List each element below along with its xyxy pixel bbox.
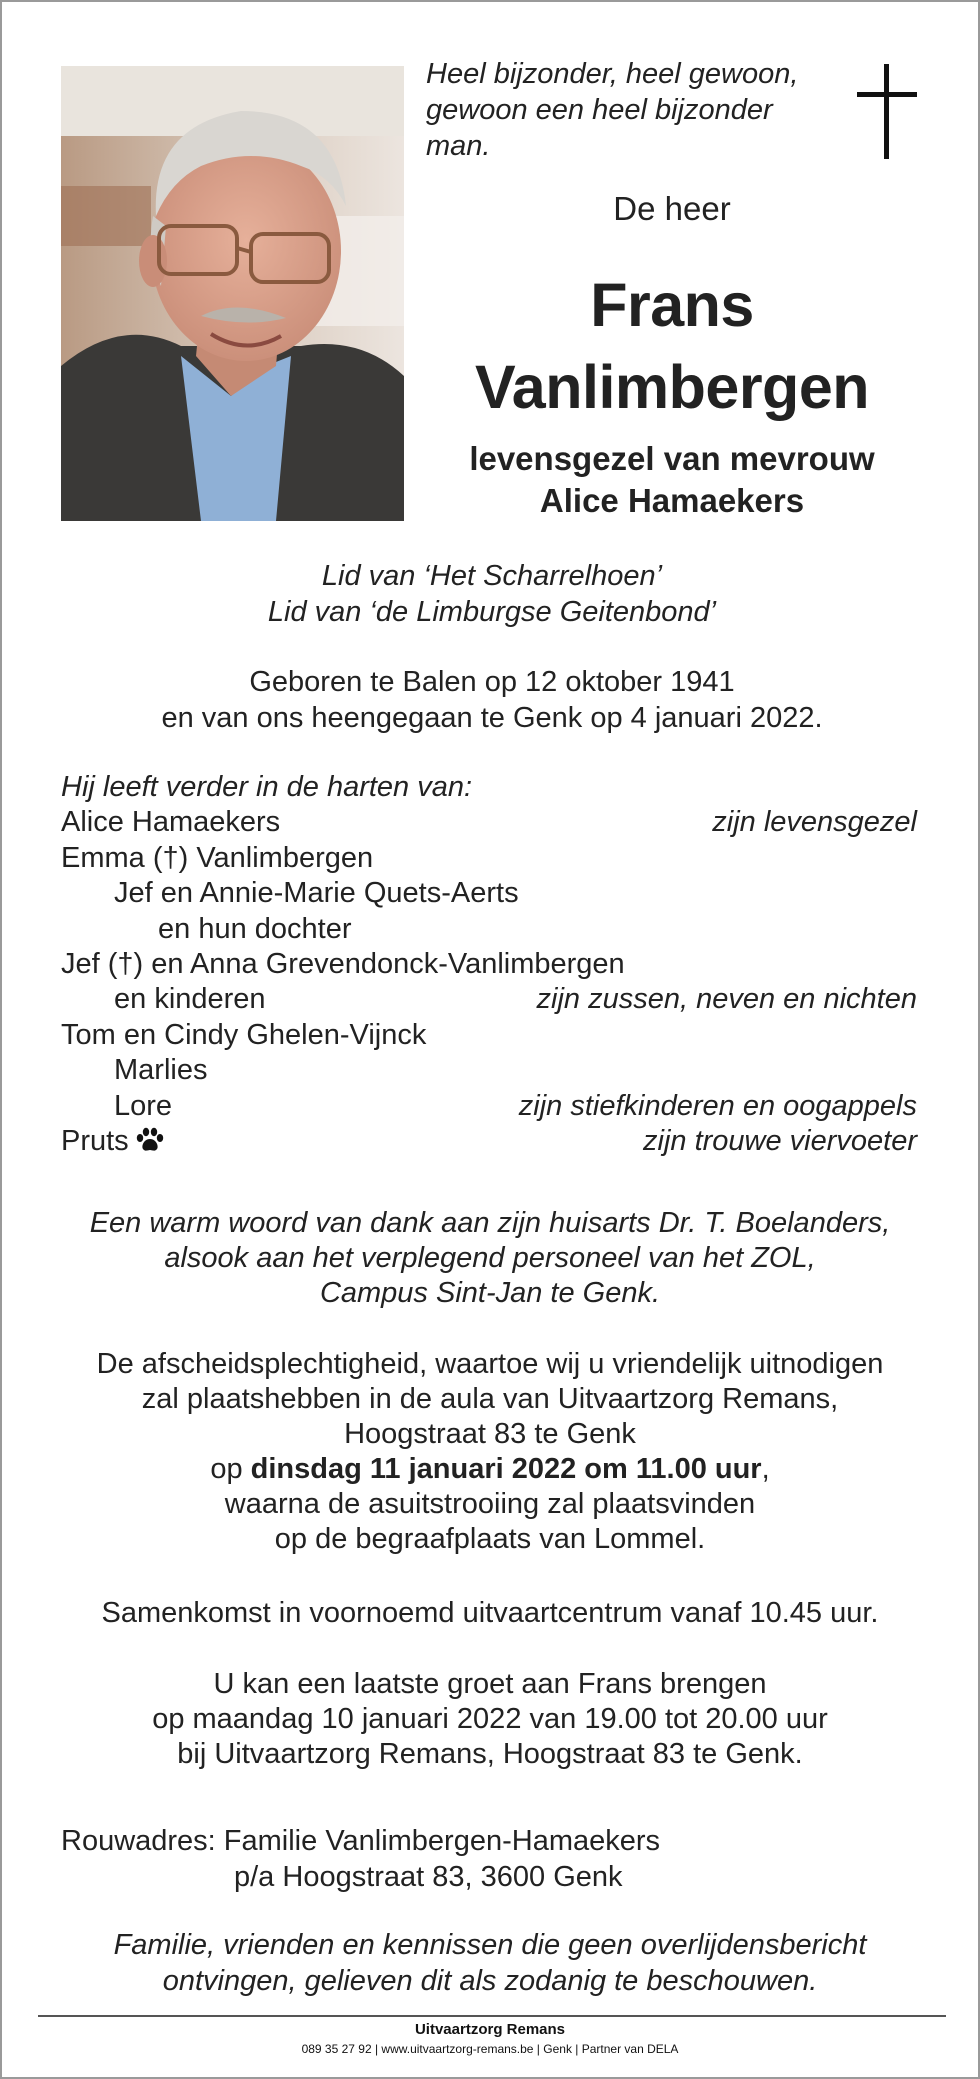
- address-line: Rouwadres: Familie Vanlimbergen-Hamaekers: [61, 1825, 661, 1857]
- family-relation: zijn zussen, neven en nichten: [536, 983, 917, 1016]
- family-name: Alice Hamaekers: [61, 806, 281, 839]
- memberships: [2, 558, 980, 630]
- thanks-message: [2, 1206, 978, 1311]
- ceremony-date-line: [2, 1452, 978, 1487]
- membership-item: Lid van ‘de Limburgse Geitenbond’: [267, 596, 717, 628]
- mourning-address: [61, 1823, 660, 1895]
- family-relation: zijn levensgezel: [712, 806, 917, 839]
- membership-item: Lid van ‘Het Scharrelhoen’: [321, 560, 663, 592]
- family-name: en hun dochter: [158, 912, 352, 945]
- visit-line: op maandag 10 januari 2022 van 19.00 tot 20.00 uur: [152, 1703, 828, 1735]
- first-name: Frans: [590, 271, 754, 339]
- ceremony-line: zal plaatshebben in de aula van Uitvaartzorg Remans,: [141, 1383, 839, 1415]
- family-name: Pruts: [61, 1124, 129, 1157]
- motto-line: man.: [426, 130, 491, 162]
- portrait-photo: [61, 66, 404, 521]
- family-intro: Hij leeft verder in de harten van:: [61, 771, 473, 803]
- motto: [426, 56, 846, 164]
- deceased-name: [409, 264, 935, 428]
- visit-line: bij Uitvaartzorg Remans, Hoogstraat 83 te Genk.: [177, 1738, 803, 1770]
- funeral-home-name: Uitvaartzorg Remans: [414, 2021, 566, 2038]
- family-row: [61, 982, 917, 1017]
- partner-line: [409, 438, 935, 522]
- visitation-info: [2, 1667, 978, 1772]
- death-line: en van ons heengegaan te Genk op 4 januari 2022.: [161, 702, 823, 734]
- closing-line: ontvingen, gelieven dit als zodanig te beschouwen.: [162, 1965, 818, 1997]
- family-row: [61, 1018, 917, 1053]
- footer-divider: [38, 2015, 946, 2017]
- family-row: [61, 805, 917, 840]
- family-relation: zijn stiefkinderen en oogappels: [518, 1089, 917, 1122]
- birth-line: Geboren te Balen op 12 oktober 1941: [249, 666, 735, 698]
- ceremony-line: Hoogstraat 83 te Genk: [344, 1418, 636, 1450]
- ceremony-info: [2, 1347, 978, 1557]
- closing-note: [2, 1927, 978, 1999]
- partner-name: Alice Hamaekers: [539, 482, 805, 519]
- last-name: Vanlimbergen: [474, 353, 869, 421]
- motto-line: Heel bijzonder, heel gewoon,: [426, 58, 799, 90]
- address-line: p/a Hoogstraat 83, 3600 Genk: [234, 1861, 623, 1893]
- ceremony-date-suffix: ,: [761, 1453, 770, 1485]
- thanks-line: Een warm woord van dank aan zijn huisarts Dr. T. Boelanders,: [89, 1207, 891, 1239]
- visit-line: U kan een laatste groet aan Frans brengen: [213, 1668, 767, 1700]
- family-name: Emma (†) Vanlimbergen: [61, 841, 374, 874]
- family-row: [61, 841, 917, 876]
- honorific-title: De heer: [613, 190, 731, 227]
- family-name: Tom en Cindy Ghelen-Vijnck: [61, 1018, 427, 1051]
- partner-relation: levensgezel van mevrouw: [469, 440, 875, 477]
- ceremony-date-prefix: op: [210, 1453, 251, 1485]
- family-name: Marlies: [114, 1054, 208, 1087]
- family-row: [61, 912, 917, 947]
- family-row: [61, 947, 917, 982]
- ceremony-line: waarna de asuitstrooiing zal plaatsvinden: [224, 1488, 756, 1520]
- thanks-line: Campus Sint-Jan te Genk.: [319, 1277, 661, 1309]
- family-row: [61, 876, 917, 911]
- family-name: Jef en Annie-Marie Quets-Aerts: [114, 877, 519, 910]
- family-name: Jef (†) en Anna Grevendonck-Vanlimbergen: [61, 947, 625, 980]
- pet-entry: [61, 1124, 165, 1159]
- ceremony-line: op de begraafplaats van Lommel.: [274, 1523, 706, 1555]
- paw-print-icon: [135, 1127, 165, 1153]
- ceremony-date: dinsdag 11 januari 2022 om 11.00 uur: [250, 1453, 762, 1485]
- funeral-home-contact: 089 35 27 92 | www.uitvaartzorg-remans.be | Genk | Partner van DELA: [301, 2042, 679, 2056]
- birth-death-info: [2, 664, 980, 736]
- family-name: en kinderen: [114, 983, 266, 1016]
- motto-line: gewoon een heel bijzonder: [426, 94, 773, 126]
- closing-line: Familie, vrienden en kennissen die geen overlijdensbericht: [113, 1929, 867, 1961]
- family-row: [61, 1053, 917, 1088]
- ceremony-line: De afscheidsplechtigheid, waartoe wij u vriendelijk uitnodigen: [96, 1348, 884, 1380]
- family-relation: zijn trouwe viervoeter: [643, 1124, 917, 1157]
- gathering-info: Samenkomst in voornoemd uitvaartcentrum vanaf 10.45 uur.: [101, 1597, 879, 1629]
- family-row: [61, 1089, 917, 1124]
- latin-cross-icon: [857, 64, 917, 159]
- thanks-line: alsook aan het verplegend personeel van het ZOL,: [164, 1242, 816, 1274]
- family-row: [61, 1124, 917, 1159]
- family-list: [61, 770, 917, 1159]
- family-name: Lore: [114, 1089, 173, 1122]
